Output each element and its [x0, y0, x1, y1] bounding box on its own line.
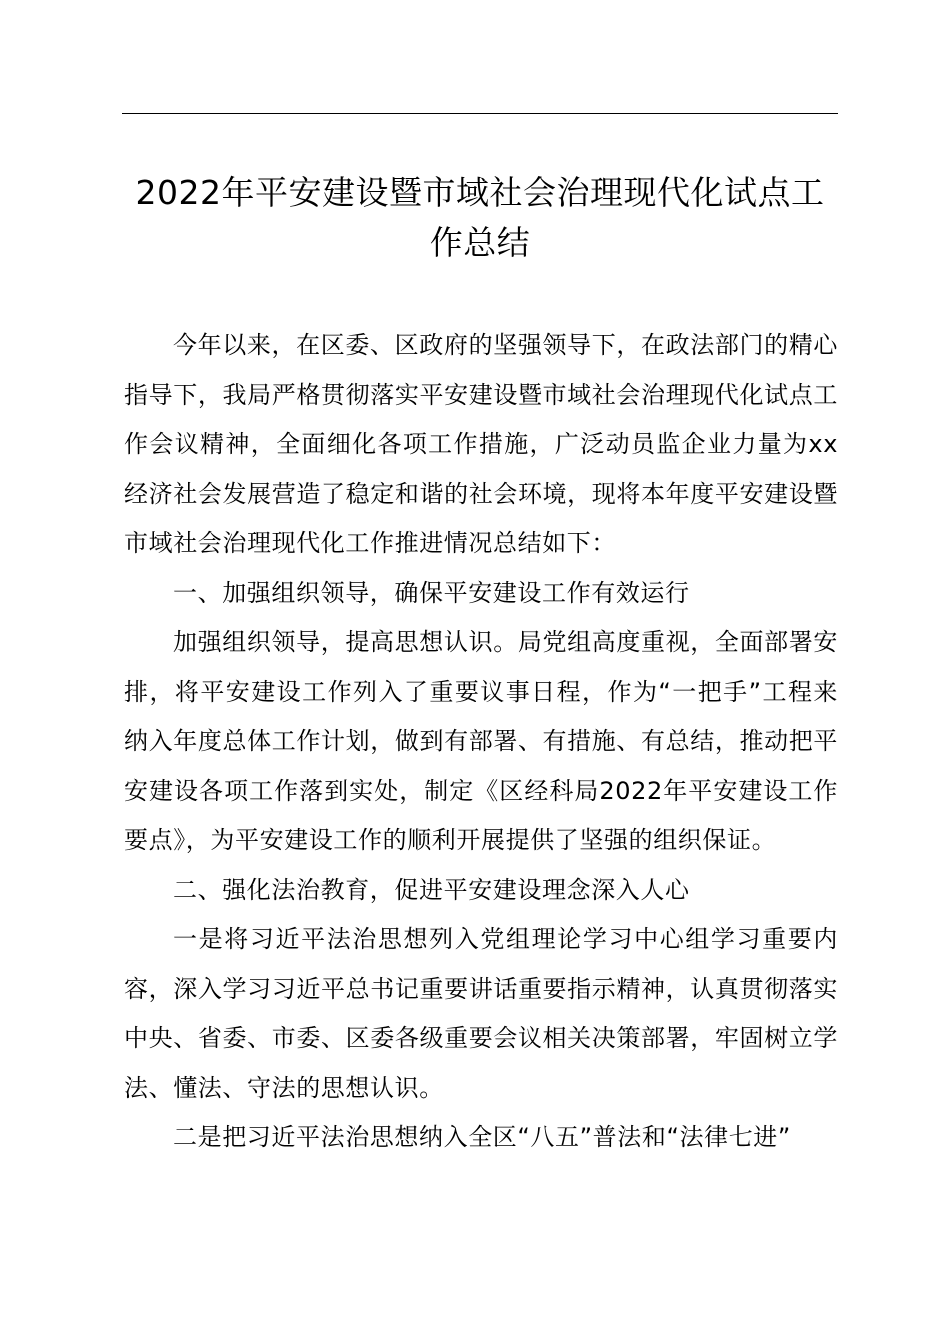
- body-paragraph: 一是将习近平法治思想列入党组理论学习中心组学习重要内容，深入学习习近平总书记重要讲话重要指示精神，认真贯彻落实中央、省委、市委、区委各级重要会议相关决策部署，牢固树立学法、懂法、守法的思想认识。: [124, 925, 838, 1102]
- section-heading-1: 一、加强组织领导，确保平安建设工作有效运行: [173, 578, 690, 607]
- section-heading-2: 二、强化法治教育，促进平安建设理念深入人心: [173, 875, 690, 904]
- title-line-1: 2022年平安建设暨市域社会治理现代化试点工: [135, 173, 825, 212]
- title-line-2: 作总结: [429, 223, 531, 262]
- intro-paragraph: 今年以来，在区委、区政府的坚强领导下，在政法部门的精心指导下，我局严格贯彻落实平安建设暨市域社会治理现代化试点工作会议精神，全面细化各项工作措施，广泛动员监企业力量为xx经济社会发展营造了稳定和谐的社会环境，现将本年度平安建设暨市域社会治理现代化工作推进情况总结如下：: [124, 331, 838, 557]
- body-paragraph: 二是把习近平法治思想纳入全区“八五”普法和“法律七进”: [173, 1123, 791, 1151]
- header-rule: [122, 113, 838, 114]
- body-paragraph: 加强组织领导，提高思想认识。局党组高度重视，全面部署安排，将平安建设工作列入了重要议事日程，作为“一把手”工程来纳入年度总体工作计划，做到有部署、有措施、有总结，推动把平安建设各项工作落到实处，制定《区经科局2022年平安建设工作要点》，为平安建设工作的顺利开展提供了坚强的组织保证。: [124, 628, 838, 854]
- document-title: [118, 168, 842, 268]
- document-body: [124, 321, 838, 1163]
